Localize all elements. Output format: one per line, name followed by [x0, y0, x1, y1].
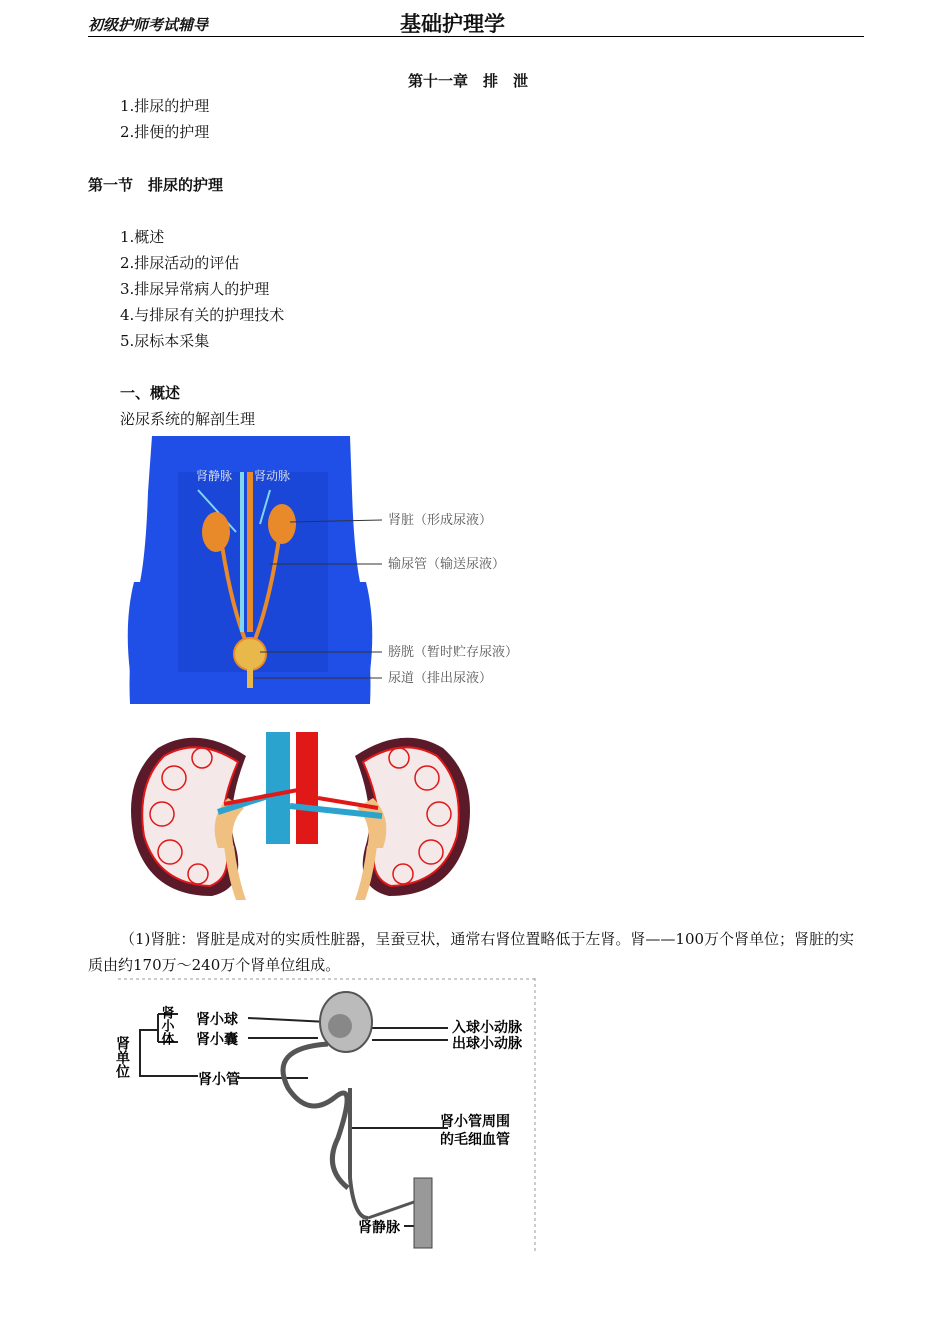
- bladder-label: 膀胱（暂时贮存尿液）: [388, 645, 519, 660]
- artery-label: 肾动脉: [254, 469, 291, 483]
- left-kidney: [202, 512, 230, 552]
- aorta: [296, 732, 318, 844]
- loop-of-henle: [350, 1088, 368, 1218]
- collecting-vein: [414, 1178, 432, 1248]
- kidney-paragraph: （1)肾脏：肾脏是成对的实质性脏器，呈蚕豆状，通常右肾位置略低于左肾。肾——100万个肾单位；肾脏的实质由约170万～240万个肾单位组成。: [88, 930, 855, 974]
- glomerulus-label: 肾小球: [196, 1012, 238, 1028]
- subsection-subtitle: 泌尿系统的解剖生理: [120, 410, 256, 428]
- section-outline-item: 1.概述: [120, 228, 165, 246]
- kidney-label: 肾脏（形成尿液）: [388, 513, 493, 528]
- afferent-label: 入球小动脉: [452, 1020, 522, 1036]
- kidney-section-figure: [128, 728, 473, 900]
- renal-vein-label: 肾静脉: [358, 1220, 400, 1236]
- glomerulus-pointer: [248, 1018, 328, 1022]
- section-outline-item: 3.排尿异常病人的护理: [120, 280, 270, 298]
- section-title: 第一节 排尿的护理: [88, 176, 224, 194]
- chapter-title: 第十一章 排 泄: [408, 72, 529, 90]
- capillary-label-1: 肾小管周围: [440, 1114, 510, 1130]
- subsection-title: 一、概述: [120, 384, 181, 402]
- section-outline-item: 5.尿标本采集: [120, 332, 210, 350]
- right-kidney: [268, 504, 296, 544]
- bladder: [234, 638, 266, 670]
- urethra-label: 尿道（排出尿液）: [388, 671, 493, 686]
- header-rule: [88, 36, 864, 37]
- ureter-label: 输尿管（输送尿液）: [388, 557, 506, 572]
- efferent-label: 出球小动脉: [452, 1036, 522, 1052]
- glomerulus: [328, 1014, 352, 1038]
- capsule-label: 肾小囊: [196, 1032, 238, 1048]
- capillary-label-2: 的毛细血管: [440, 1132, 510, 1148]
- header-title: 基础护理学: [400, 11, 505, 36]
- urinary-system-figure: [120, 432, 540, 704]
- nephron-label: 肾单位: [114, 1036, 130, 1078]
- renal-corpuscle-label: 肾小体: [158, 1006, 174, 1045]
- section-outline-item: 4.与排尿有关的护理技术: [120, 306, 285, 324]
- section-outline-item: 2.排尿活动的评估: [120, 254, 240, 272]
- header-left-text: 初级护师考试辅导: [88, 16, 209, 34]
- proximal-tubule: [283, 1044, 348, 1188]
- tubule-label: 肾小管: [198, 1072, 240, 1088]
- vein-label: 肾静脉: [196, 469, 233, 483]
- chapter-outline-item: 2.排便的护理: [120, 123, 210, 141]
- vein-branch: [368, 1202, 414, 1218]
- vena-cava: [266, 732, 290, 844]
- urethra: [247, 668, 253, 688]
- chapter-outline-item: 1.排尿的护理: [120, 97, 210, 115]
- nephron-figure: [114, 978, 540, 1254]
